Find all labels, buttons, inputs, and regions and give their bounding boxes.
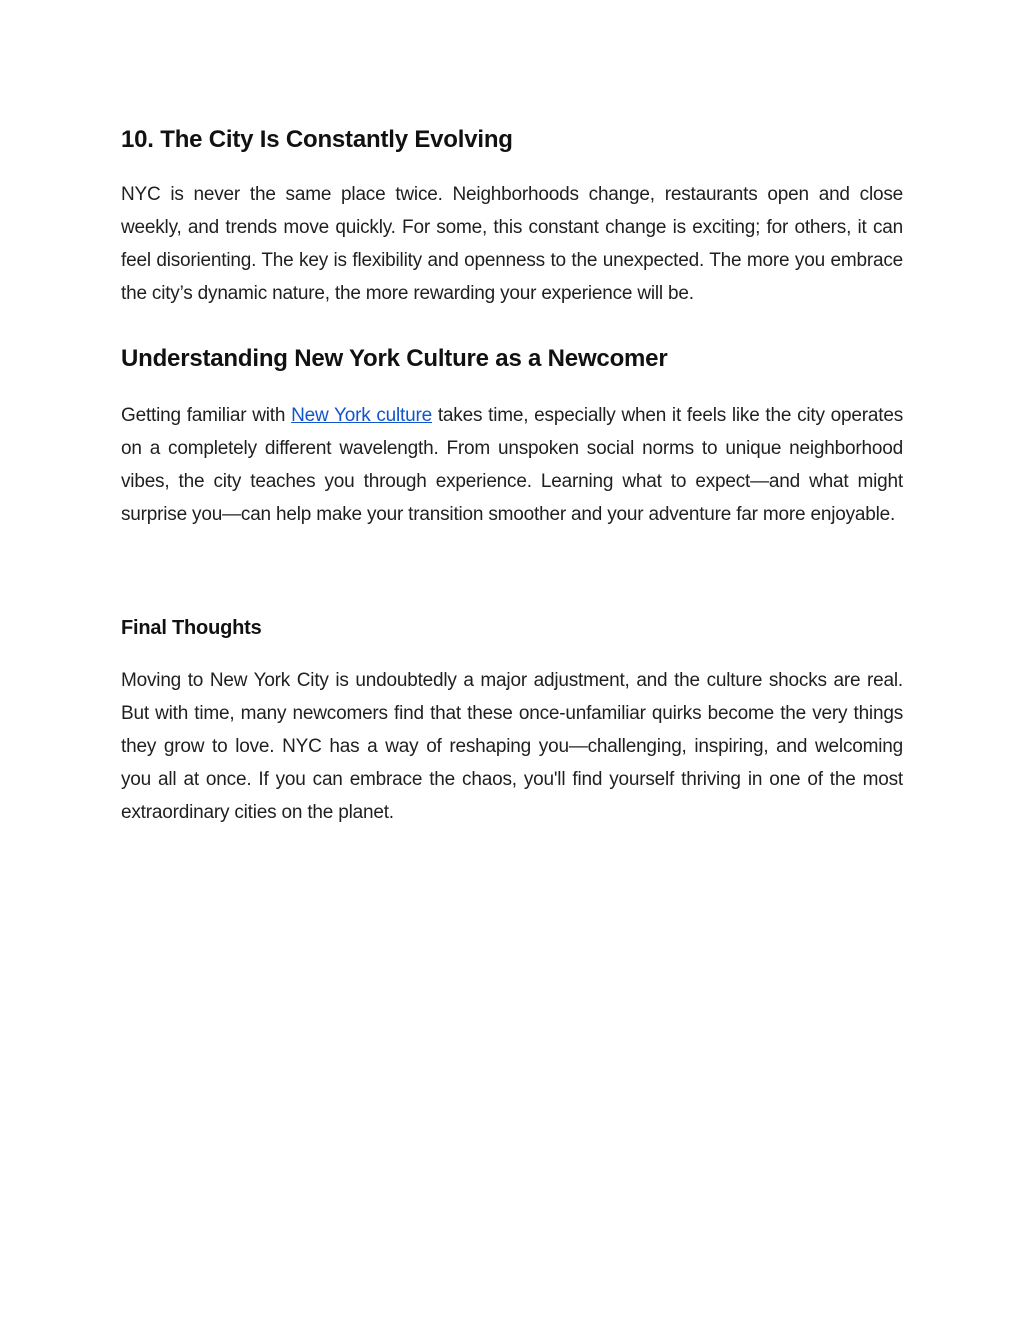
section-heading-final-thoughts: Final Thoughts: [121, 617, 262, 639]
new-york-culture-link[interactable]: New York culture: [291, 405, 432, 426]
document-page: [121, 118, 903, 829]
section-body-final-thoughts: Moving to New York City is undoubtedly a major adjustment, and the culture shocks are real. But with time, many newcomers find that these once-unfamiliar quirks become the very things they grow to love. NYC has a way of reshaping you—challenging, inspiring, and welcoming you all at once. If you can embrace the chaos, you'll find yourself thriving in one of the most extraordinary cities on the planet.: [121, 670, 903, 823]
body-text-before-link: Getting familiar with: [121, 405, 292, 426]
section-heading-understanding-culture: Understanding New York Culture as a Newcomer: [121, 345, 668, 372]
section-body-understanding-culture: [121, 399, 903, 531]
body-text-after-link: takes time, especially when it feels like the city operates on a completely different wavelength. From unspoken social norms to unique neighborhood vibes, the city teaches you through experience. Learning what to expect—and what might surprise you—can help make your transition smoother and your adventure far more enjoyable.: [121, 405, 904, 525]
section-heading-city-evolving: 10. The City Is Constantly Evolving: [121, 126, 513, 153]
section-body-city-evolving: NYC is never the same place twice. Neighborhoods change, restaurants open and close weekly, and trends move quickly. For some, this constant change is exciting; for others, it can feel disorienting. The key is flexibility and openness to the unexpected. The more you embrace the city’s dynamic nature, the more rewarding your experience will be.: [121, 184, 903, 304]
